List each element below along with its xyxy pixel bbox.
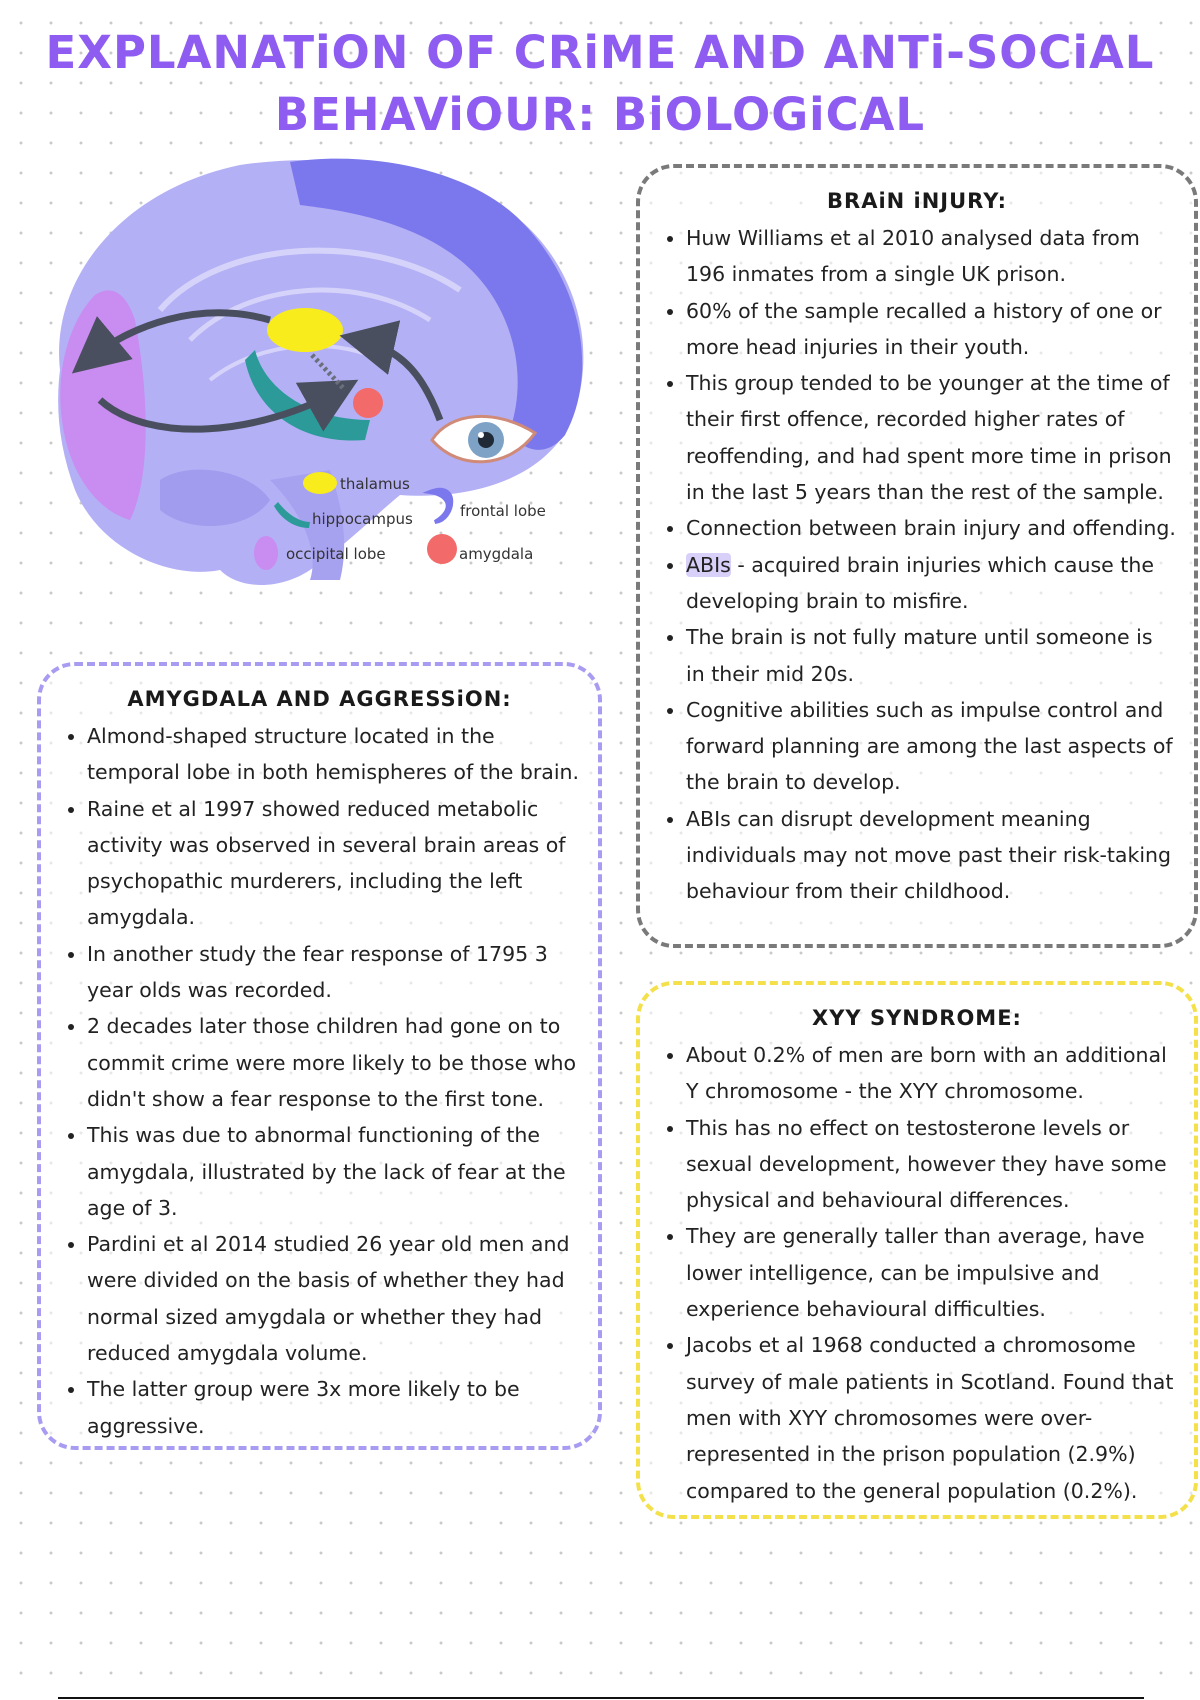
list-item: • 2 decades later those children had gone on to commit crime were more likely to be those who didn't show a fear response to the first tone. [87,1008,580,1117]
list-item: • Raine et al 1997 showed reduced metabolic activity was observed in several brain areas of psychopathic murderers, including the left amygdala. [87,791,580,936]
abi-highlight: ABIs [686,552,731,577]
list-item: • Pardini et al 2014 studied 26 year old men and were divided on the basis of whether they had normal sized amygdala or whether they had reduced amygdala volume. [87,1226,580,1371]
list-item: • ABIs can disrupt development meaning individuals may not move past their risk-taking behaviour from their childhood. [686,801,1176,910]
list-item: • Huw Williams et al 2010 analysed data from 196 inmates from a single UK prison. [686,220,1176,293]
frontal-lobe-legend-swatch [430,490,451,522]
list-item: • Cognitive abilities such as impulse control and forward planning are among the last aspects of the brain to develop. [686,692,1176,801]
list-item-abi [686,547,1176,620]
amygdala-legend-label: amygdala [459,545,534,563]
list-item: • About 0.2% of men are born with an additional Y chromosome - the XYY chromosome. [686,1037,1176,1110]
bottom-divider [58,1697,1144,1699]
page-title [0,22,1200,146]
list-item: • The latter group were 3x more likely to be aggressive. [87,1371,580,1444]
abi-definition: - acquired brain injuries which cause the developing brain to misfire. [686,552,1154,613]
xyy-list [658,1037,1176,1509]
amygdala-list [59,718,580,1444]
brain-diagram [40,150,600,630]
frontal-lobe-legend-label: frontal lobe [460,502,546,520]
list-item: • Almond-shaped structure located in the temporal lobe in both hemispheres of the brain. [87,718,580,791]
amygdala-region [353,388,383,418]
list-item: • 60% of the sample recalled a history of one or more head injuries in their youth. [686,293,1176,366]
xyy-heading: XYY SYNDROME: [812,1006,1022,1030]
thalamus-legend-label: thalamus [340,475,410,493]
amygdala-legend-swatch [427,534,457,564]
brain-injury-heading: BRAiN iNJURY: [827,189,1007,213]
list-item: • This was due to abnormal functioning of the amygdala, illustrated by the lack of fear at the age of 3. [87,1117,580,1226]
brain-injury-box [636,164,1198,948]
amygdala-heading: AMYGDALA AND AGGRESSiON: [127,687,512,711]
title-line-2: BEHAViOUR: BiOLOGiCAL [274,88,926,141]
list-item: • This has no effect on testosterone levels or sexual development, however they have some physical and behavioural differences. [686,1110,1176,1219]
list-item: • They are generally taller than average, have lower intelligence, can be impulsive and experience behavioural difficulties. [686,1218,1176,1327]
thalamus-legend-swatch [303,472,337,494]
hippocampus-legend-label: hippocampus [312,510,413,528]
title-line-1: EXPLANATiON OF CRiME AND ANTi-SOCiAL [45,26,1155,79]
list-item: • The brain is not fully mature until someone is in their mid 20s. [686,619,1176,692]
list-item: • Connection between brain injury and offending. [686,510,1176,546]
list-item: • This group tended to be younger at the time of their first offence, recorded higher rates of reoffending, and had spent more time in prison in the last 5 years than the rest of the sample. [686,365,1176,510]
list-item: • Jacobs et al 1968 conducted a chromosome survey of male patients in Scotland. Found that men with XYY chromosomes were over-represented in the prison population (2.9%) compared to the general population (0.2%). [686,1327,1176,1508]
list-item: • In another study the fear response of 1795 3 year olds was recorded. [87,936,580,1009]
brain-injury-list [658,220,1176,910]
occipital-lobe-legend-swatch [254,536,278,570]
xyy-syndrome-box [636,981,1198,1519]
thalamus-region [267,308,343,352]
occipital-lobe-legend-label: occipital lobe [286,545,386,563]
amygdala-aggression-box [37,662,602,1450]
